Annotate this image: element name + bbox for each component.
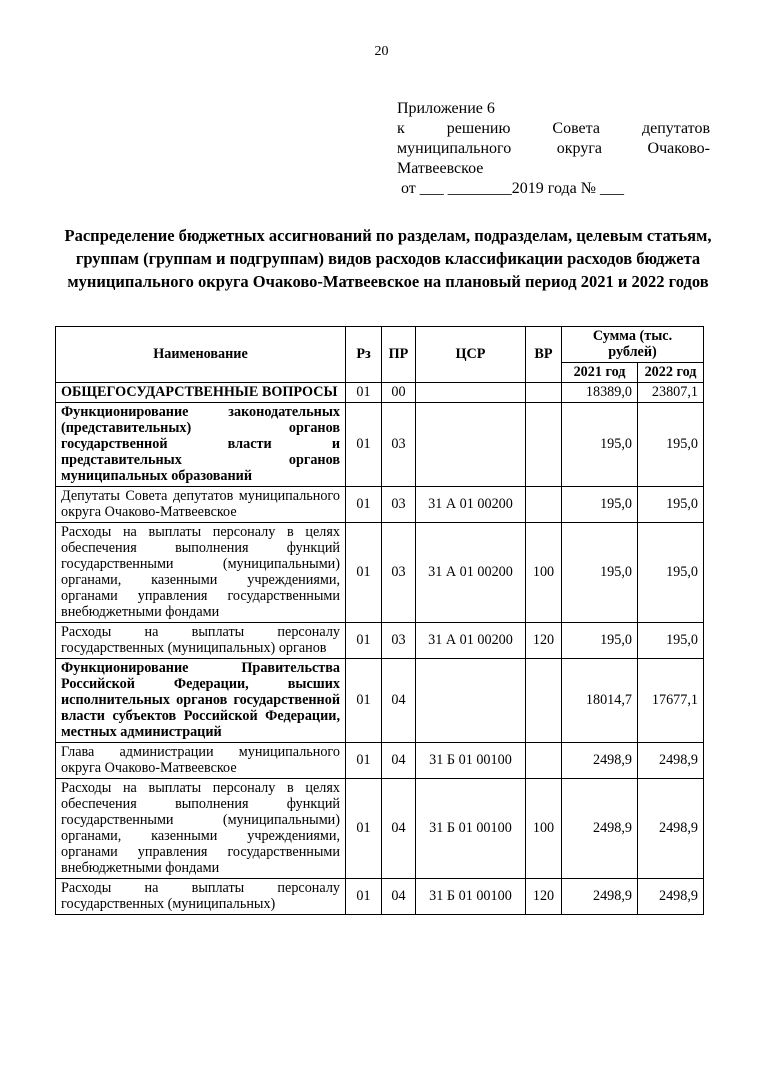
appendix-block [397,99,710,199]
row-2022-cell: 2498,9 [638,743,704,779]
row-vr-cell [526,659,562,743]
row-2021-cell: 195,0 [562,487,638,523]
header-vr: ВР [526,327,562,383]
row-csr-cell: 31 Б 01 00100 [416,879,526,915]
row-rz-cell: 01 [346,879,382,915]
row-name-cell: Расходы на выплаты персоналу в целях обеспечения выполнения функций государственными (муниципальными) органами, казенными учреждениями, органами управления государственными внебюджетными фондами [56,779,346,879]
row-name-cell: Глава администрации муниципального округа Очаково-Матвеевское [56,743,346,779]
table-row [56,623,704,659]
row-pr-cell: 04 [382,659,416,743]
row-rz-cell: 01 [346,659,382,743]
row-2022-cell: 195,0 [638,623,704,659]
row-rz-cell: 01 [346,743,382,779]
row-vr-cell [526,743,562,779]
header-name: Наименование [56,327,346,383]
appendix-line-2: к решению Совета депутатов [397,120,710,137]
row-2022-cell: 23807,1 [638,383,704,403]
row-name-cell: ОБЩЕГОСУДАРСТВЕННЫЕ ВОПРОСЫ [56,383,346,403]
document-title: Распределение бюджетных ассигнований по разделам, подразделам, целевым статьям, группам (группам и подгруппам) видов расходов классификации расходов бюджета муниципального округа Очаково-Матвеевское на плановый период 2021 и 2022 годов [64,226,712,291]
row-vr-cell [526,403,562,487]
row-name-cell: Расходы на выплаты персоналу в целях обеспечения выполнения функций государственными (муниципальными) органами, казенными учреждениями, органами управления государственными внебюджетными фондами [56,523,346,623]
row-name-cell: Депутаты Совета депутатов муниципального округа Очаково-Матвеевское [56,487,346,523]
row-2021-cell: 2498,9 [562,879,638,915]
row-csr-cell [416,403,526,487]
row-2021-cell: 18389,0 [562,383,638,403]
header-2021: 2021 год [562,363,638,383]
row-name-cell: Функционирование Правительства Российской Федерации, высших исполнительных органов государственной власти субъектов Российской Федерации, местных администраций [56,659,346,743]
header-csr: ЦСР [416,327,526,383]
table-row [56,403,704,487]
header-rz: Рз [346,327,382,383]
appendix-line-3: муниципального округа Очаково- [397,140,710,157]
row-2022-cell: 195,0 [638,523,704,623]
appendix-line-1: Приложение 6 [397,100,495,117]
row-vr-cell: 120 [526,879,562,915]
table-row [56,743,704,779]
row-vr-cell [526,383,562,403]
row-2021-cell: 195,0 [562,523,638,623]
row-2022-cell: 17677,1 [638,659,704,743]
row-rz-cell: 01 [346,383,382,403]
row-pr-cell: 03 [382,403,416,487]
row-vr-cell: 120 [526,623,562,659]
row-vr-cell: 100 [526,523,562,623]
row-pr-cell: 03 [382,623,416,659]
row-rz-cell: 01 [346,403,382,487]
row-csr-cell: 31 А 01 00200 [416,623,526,659]
row-pr-cell: 03 [382,487,416,523]
row-rz-cell: 01 [346,487,382,523]
row-vr-cell [526,487,562,523]
row-csr-cell: 31 Б 01 00100 [416,779,526,879]
row-2022-cell: 195,0 [638,487,704,523]
appendix-line-4: Матвеевское [397,160,484,177]
row-name-cell: Расходы на выплаты персоналу государственных (муниципальных) [56,879,346,915]
row-csr-cell: 31 А 01 00200 [416,523,526,623]
row-2021-cell: 2498,9 [562,743,638,779]
row-2021-cell: 195,0 [562,623,638,659]
appendix-line-5: от ___ ________2019 года № ___ [397,180,624,197]
table-row [56,383,704,403]
row-csr-cell: 31 А 01 00200 [416,487,526,523]
row-2021-cell: 18014,7 [562,659,638,743]
row-2021-cell: 195,0 [562,403,638,487]
header-sum: Сумма (тыс. рублей) [562,327,704,363]
row-pr-cell: 03 [382,523,416,623]
table-body [56,383,704,915]
row-2021-cell: 2498,9 [562,779,638,879]
row-pr-cell: 04 [382,779,416,879]
row-name-cell: Расходы на выплаты персоналу государственных (муниципальных) органов [56,623,346,659]
row-vr-cell: 100 [526,779,562,879]
table-row [56,779,704,879]
table-row [56,879,704,915]
budget-table [55,326,704,915]
row-pr-cell: 00 [382,383,416,403]
table-row [56,523,704,623]
row-name-cell: Функционирование законодательных (представительных) органов государственной власти и представительных органов муниципальных образований [56,403,346,487]
row-pr-cell: 04 [382,879,416,915]
page-number: 20 [374,44,389,59]
table-row [56,487,704,523]
row-2022-cell: 2498,9 [638,879,704,915]
row-pr-cell: 04 [382,743,416,779]
row-2022-cell: 195,0 [638,403,704,487]
row-csr-cell [416,659,526,743]
row-2022-cell: 2498,9 [638,779,704,879]
header-pr: ПР [382,327,416,383]
row-rz-cell: 01 [346,623,382,659]
table-row [56,659,704,743]
row-rz-cell: 01 [346,523,382,623]
header-2022: 2022 год [638,363,704,383]
row-rz-cell: 01 [346,779,382,879]
table-header [56,327,704,383]
row-csr-cell [416,383,526,403]
row-csr-cell: 31 Б 01 00100 [416,743,526,779]
